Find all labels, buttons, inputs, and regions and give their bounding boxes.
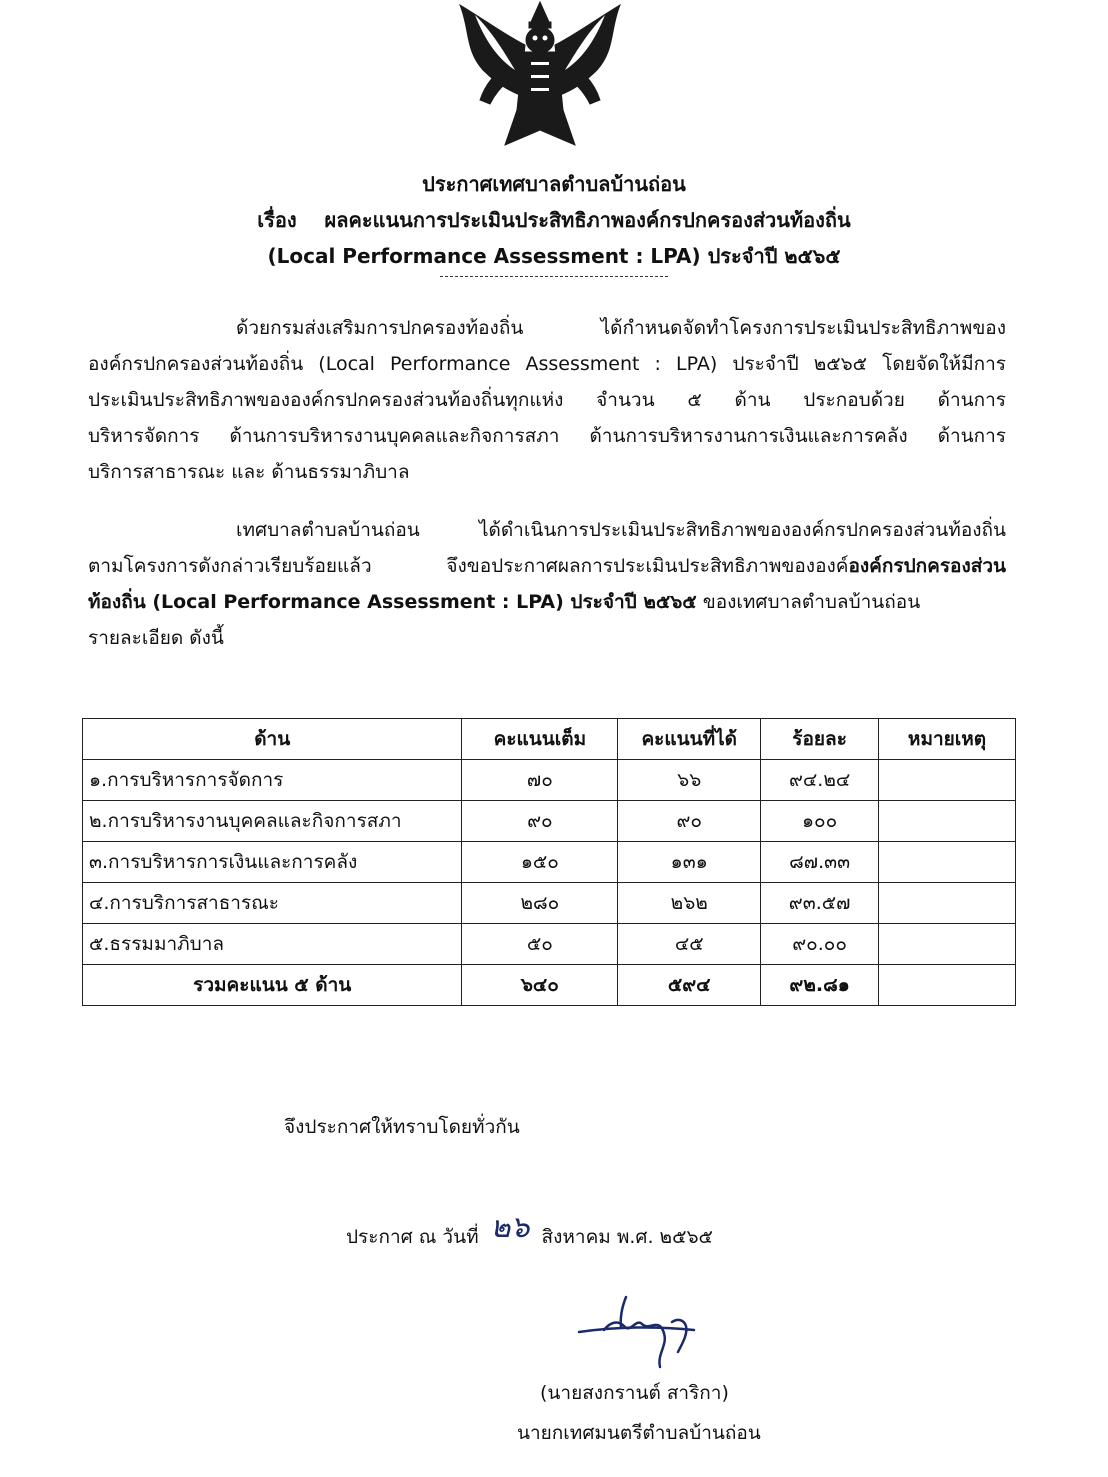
total-score-cell: ๕๙๔ bbox=[618, 965, 761, 1006]
percent-cell: ๙๓.๕๗ bbox=[761, 883, 879, 924]
header-score-received: คะแนนที่ได้ bbox=[618, 719, 761, 760]
header-remark: หมายเหตุ bbox=[879, 719, 1016, 760]
remark-cell bbox=[879, 801, 1016, 842]
remark-cell bbox=[879, 924, 1016, 965]
full-score-cell: ๙๐ bbox=[462, 801, 618, 842]
table-row bbox=[83, 801, 1016, 842]
full-score-cell: ๗๐ bbox=[462, 760, 618, 801]
paragraph-line bbox=[88, 584, 1006, 620]
header-aspect: ด้าน bbox=[83, 719, 462, 760]
aspect-cell: ๑.การบริหารการจัดการ bbox=[83, 760, 462, 801]
total-remark-cell bbox=[879, 965, 1016, 1006]
table-row bbox=[83, 842, 1016, 883]
result-paragraph bbox=[88, 512, 1006, 656]
total-label-cell: รวมคะแนน ๕ ด้าน bbox=[83, 965, 462, 1006]
paragraph-line: บริการสาธารณะ และ ด้านธรรมาภิบาล bbox=[88, 461, 410, 483]
full-score-cell: ๒๘๐ bbox=[462, 883, 618, 924]
table-row bbox=[83, 924, 1016, 965]
full-score-cell: ๕๐ bbox=[462, 924, 618, 965]
aspect-cell: ๕.ธรรมมาภิบาล bbox=[83, 924, 462, 965]
paragraph-line: รายละเอียด ดังนี้ bbox=[88, 627, 224, 649]
paragraph-line: องค์กรปกครองส่วนท้องถิ่น (Local Performance Assessment : LPA) ประจำปี ๒๕๖๕ โดยจัดให้มีการ bbox=[88, 353, 1006, 375]
percent-cell: ๘๗.๓๓ bbox=[761, 842, 879, 883]
score-cell: ๒๖๒ bbox=[618, 883, 761, 924]
full-score-cell: ๑๕๐ bbox=[462, 842, 618, 883]
date-suffix: สิงหาคม พ.ศ. ๒๕๖๕ bbox=[541, 1226, 713, 1248]
paragraph-line: บริหารจัดการ ด้านการบริหารงานบุคคลและกิจการสภา ด้านการบริหารงานการเงินและการคลัง ด้านการ bbox=[88, 425, 1006, 447]
aspect-cell: ๒.การบริหารงานบุคคลและกิจการสภา bbox=[83, 801, 462, 842]
document-subject bbox=[0, 204, 1108, 236]
announcement-date bbox=[346, 1210, 713, 1257]
total-full-score-cell: ๖๔๐ bbox=[462, 965, 618, 1006]
score-cell: ๙๐ bbox=[618, 801, 761, 842]
intro-paragraph bbox=[88, 310, 1006, 490]
table-total-row bbox=[83, 965, 1016, 1006]
text-normal: ตามโครงการดังกล่าวเรียบร้อยแล้ว จึงขอประกาศผลการประเมินประสิทธิภาพขององค์ bbox=[88, 555, 849, 577]
title-divider bbox=[440, 276, 668, 277]
document-title: ประกาศเทศบาลตำบลบ้านถ่อน bbox=[422, 172, 686, 196]
total-percent-cell: ๙๒.๘๑ bbox=[761, 965, 879, 1006]
score-cell: ๔๕ bbox=[618, 924, 761, 965]
remark-cell bbox=[879, 760, 1016, 801]
paragraph-line: เทศบาลตำบลบ้านถ่อน ได้ดำเนินการประเมินประสิทธิภาพขององค์กรปกครองส่วนท้องถิ่น bbox=[236, 519, 1006, 541]
subject-label: เรื่อง bbox=[257, 208, 297, 232]
score-cell: ๖๖ bbox=[618, 760, 761, 801]
percent-cell: ๑๐๐ bbox=[761, 801, 879, 842]
percent-cell: ๙๔.๒๔ bbox=[761, 760, 879, 801]
signer-position: นายกเทศมนตรีตำบลบ้านถ่อน bbox=[517, 1422, 761, 1444]
aspect-cell: ๔.การบริการสาธารณะ bbox=[83, 883, 462, 924]
remark-cell bbox=[879, 842, 1016, 883]
closing-statement: จึงประกาศให้ทราบโดยทั่วกัน bbox=[284, 1116, 520, 1138]
text-bold: องค์กรปกครองส่วน bbox=[848, 555, 1006, 577]
paragraph-line: ด้วยกรมส่งเสริมการปกครองท้องถิ่น ได้กำหนดจัดทำโครงการประเมินประสิทธิภาพของ bbox=[236, 317, 1006, 339]
text-bold: ท้องถิ่น (Local Performance Assessment : LPA) ประจำปี ๒๕๖๕ bbox=[88, 591, 697, 613]
paragraph-line: ประเมินประสิทธิภาพขององค์กรปกครองส่วนท้องถิ่นทุกแห่ง จำนวน ๕ ด้าน ประกอบด้วย ด้านการ bbox=[88, 389, 1006, 411]
remark-cell bbox=[879, 883, 1016, 924]
signature-icon bbox=[574, 1282, 704, 1382]
score-cell: ๑๓๑ bbox=[618, 842, 761, 883]
header-percent: ร้อยละ bbox=[761, 719, 879, 760]
garuda-emblem-icon bbox=[445, 0, 635, 150]
header-full-score: คะแนนเต็ม bbox=[462, 719, 618, 760]
signer-name: (นายสงกรานต์ สาริกา) bbox=[540, 1382, 729, 1404]
handwritten-day: ๒๖ bbox=[490, 1210, 530, 1245]
text-normal: ของเทศบาลตำบลบ้านถ่อน bbox=[696, 591, 921, 613]
aspect-cell: ๓.การบริหารการเงินและการคลัง bbox=[83, 842, 462, 883]
percent-cell: ๙๐.๐๐ bbox=[761, 924, 879, 965]
table-row bbox=[83, 883, 1016, 924]
document-subtitle: (Local Performance Assessment : LPA) ประจำปี ๒๕๖๕ bbox=[267, 244, 841, 268]
subject-text: ผลคะแนนการประเมินประสิทธิภาพองค์กรปกครองส่วนท้องถิ่น bbox=[324, 208, 851, 232]
paragraph-line bbox=[88, 548, 1006, 584]
table-header-row bbox=[83, 719, 1016, 760]
date-prefix: ประกาศ ณ วันที่ bbox=[346, 1226, 479, 1248]
score-table bbox=[82, 718, 1016, 1006]
table-row bbox=[83, 760, 1016, 801]
